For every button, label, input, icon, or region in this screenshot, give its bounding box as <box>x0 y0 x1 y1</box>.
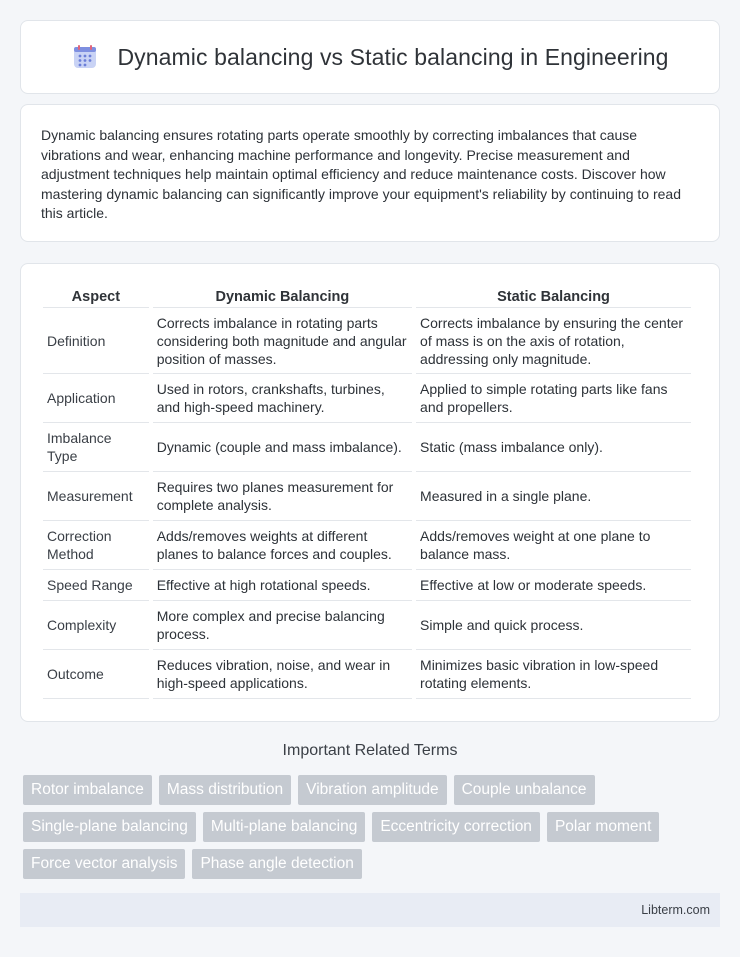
cell-dynamic: Used in rotors, crankshafts, turbines, and high-speed machinery. <box>153 374 412 423</box>
tag-polar-moment[interactable]: Polar moment <box>547 812 659 842</box>
table-row <box>43 472 691 521</box>
cell-aspect: Speed Range <box>43 570 149 601</box>
cell-static: Applied to simple rotating parts like fans and propellers. <box>416 374 691 423</box>
table-row <box>43 570 691 601</box>
cell-static: Adds/removes weight at one plane to balance mass. <box>416 521 691 570</box>
header-card <box>20 20 720 94</box>
page-title: Dynamic balancing vs Static balancing in Engineering <box>117 43 669 70</box>
cell-dynamic: More complex and precise balancing process. <box>153 601 412 650</box>
cell-static: Static (mass imbalance only). <box>416 423 691 472</box>
related-terms-tags <box>23 775 713 879</box>
tag-couple-unbalance[interactable]: Couple unbalance <box>454 775 595 805</box>
comparison-table-card <box>20 263 720 722</box>
cell-aspect: Correction Method <box>43 521 149 570</box>
column-header-dynamic: Dynamic Balancing <box>153 286 412 308</box>
cell-dynamic: Corrects imbalance in rotating parts considering both magnitude and angular position of masses. <box>153 308 412 374</box>
cell-dynamic: Dynamic (couple and mass imbalance). <box>153 423 412 472</box>
cell-aspect: Complexity <box>43 601 149 650</box>
cell-dynamic: Requires two planes measurement for complete analysis. <box>153 472 412 521</box>
tag-single-plane-balancing[interactable]: Single-plane balancing <box>23 812 196 842</box>
cell-aspect: Application <box>43 374 149 423</box>
cell-dynamic: Reduces vibration, noise, and wear in high-speed applications. <box>153 650 412 699</box>
cell-static: Minimizes basic vibration in low-speed rotating elements. <box>416 650 691 699</box>
cell-aspect: Measurement <box>43 472 149 521</box>
related-terms-title: Important Related Terms <box>282 742 458 759</box>
table-header-row <box>43 286 691 308</box>
cell-aspect: Definition <box>43 308 149 374</box>
tag-phase-angle-detection[interactable]: Phase angle detection <box>192 849 361 879</box>
footer <box>20 893 720 927</box>
cell-aspect: Outcome <box>43 650 149 699</box>
cell-static: Simple and quick process. <box>416 601 691 650</box>
tag-mass-distribution[interactable]: Mass distribution <box>159 775 291 805</box>
cell-static: Measured in a single plane. <box>416 472 691 521</box>
intro-text: Dynamic balancing ensures rotating parts operate smoothly by correcting imbalances that cause vibrations and wear, enhancing machine performance and longevity. Precise measurement and adjustment techniques help maintain optimal efficiency and reduce maintenance costs. Discover how mastering dynamic balancing can significantly improve your equipment's reliability by continuing to read this article. <box>41 127 682 221</box>
cell-static: Effective at low or moderate speeds. <box>416 570 691 601</box>
tag-rotor-imbalance[interactable]: Rotor imbalance <box>23 775 152 805</box>
tag-force-vector-analysis[interactable]: Force vector analysis <box>23 849 185 879</box>
table-row <box>43 521 691 570</box>
table-row <box>43 650 691 699</box>
table-row <box>43 374 691 423</box>
table-row <box>43 308 691 374</box>
column-header-aspect: Aspect <box>43 286 149 308</box>
intro-card <box>20 104 720 242</box>
cell-aspect: Imbalance Type <box>43 423 149 472</box>
comparison-table <box>39 286 695 699</box>
cell-dynamic: Effective at high rotational speeds. <box>153 570 412 601</box>
cell-static: Corrects imbalance by ensuring the center of mass is on the axis of rotation, addressing only magnitude. <box>416 308 691 374</box>
cell-dynamic: Adds/removes weights at different planes to balance forces and couples. <box>153 521 412 570</box>
footer-site-link[interactable]: Libterm.com <box>641 903 710 917</box>
tag-multi-plane-balancing[interactable]: Multi-plane balancing <box>203 812 365 842</box>
table-row <box>43 601 691 650</box>
column-header-static: Static Balancing <box>416 286 691 308</box>
table-row <box>43 423 691 472</box>
abacus-icon <box>71 43 99 71</box>
tag-eccentricity-correction[interactable]: Eccentricity correction <box>372 812 540 842</box>
tag-vibration-amplitude[interactable]: Vibration amplitude <box>298 775 446 805</box>
